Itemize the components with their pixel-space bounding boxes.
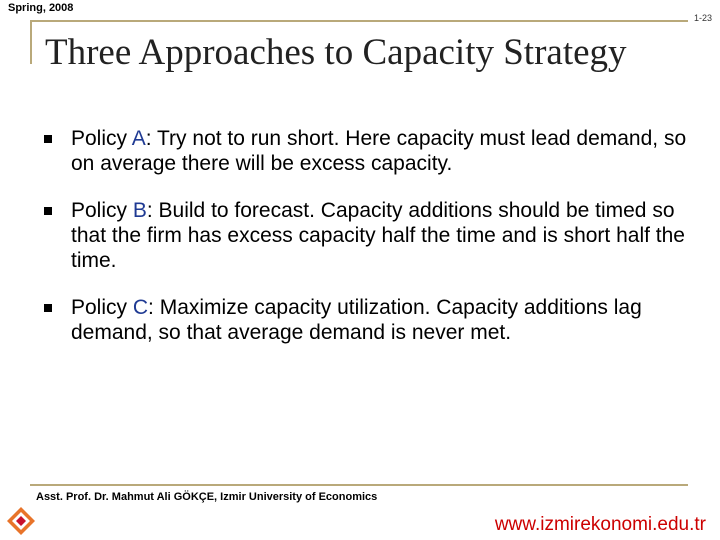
bullet-prefix: Policy — [71, 199, 133, 222]
footer-credit: Asst. Prof. Dr. Mahmut Ali GÖKÇE, Izmir University of Economics — [36, 491, 378, 503]
bullet-item-policy-a — [40, 126, 690, 176]
bullet-prefix: Policy — [71, 127, 132, 150]
footer-divider — [30, 484, 688, 486]
top-divider-tick — [30, 20, 32, 64]
page-number: 1-23 — [693, 13, 712, 23]
bullet-list — [40, 126, 690, 367]
bullet-item-policy-c — [40, 295, 690, 345]
semester-label: Spring, 2008 — [8, 2, 74, 14]
policy-letter: C — [132, 296, 149, 319]
bullet-text: : Try not to run short. Here capacity must lead demand, so on average there will be excess capacity. — [71, 127, 687, 175]
university-logo-icon — [6, 506, 36, 536]
policy-letter: A — [131, 127, 146, 150]
policy-letter: B — [132, 199, 147, 222]
bullet-square-icon — [44, 135, 52, 143]
top-divider — [30, 20, 688, 22]
bullet-text: : Maximize capacity utilization. Capacity additions lag demand, so that average demand is never met. — [71, 296, 642, 344]
slide-title: Three Approaches to Capacity Strategy — [45, 32, 627, 73]
bullet-prefix: Policy — [71, 296, 133, 319]
bullet-square-icon — [44, 207, 52, 215]
footer-url-link[interactable]: www.izmirekonomi.edu.tr — [494, 514, 706, 535]
bullet-text: : Build to forecast. Capacity additions should be timed so that the firm has excess capacity half the time and is short half the time. — [71, 199, 685, 272]
bullet-item-policy-b — [40, 198, 690, 273]
bullet-square-icon — [44, 304, 52, 312]
